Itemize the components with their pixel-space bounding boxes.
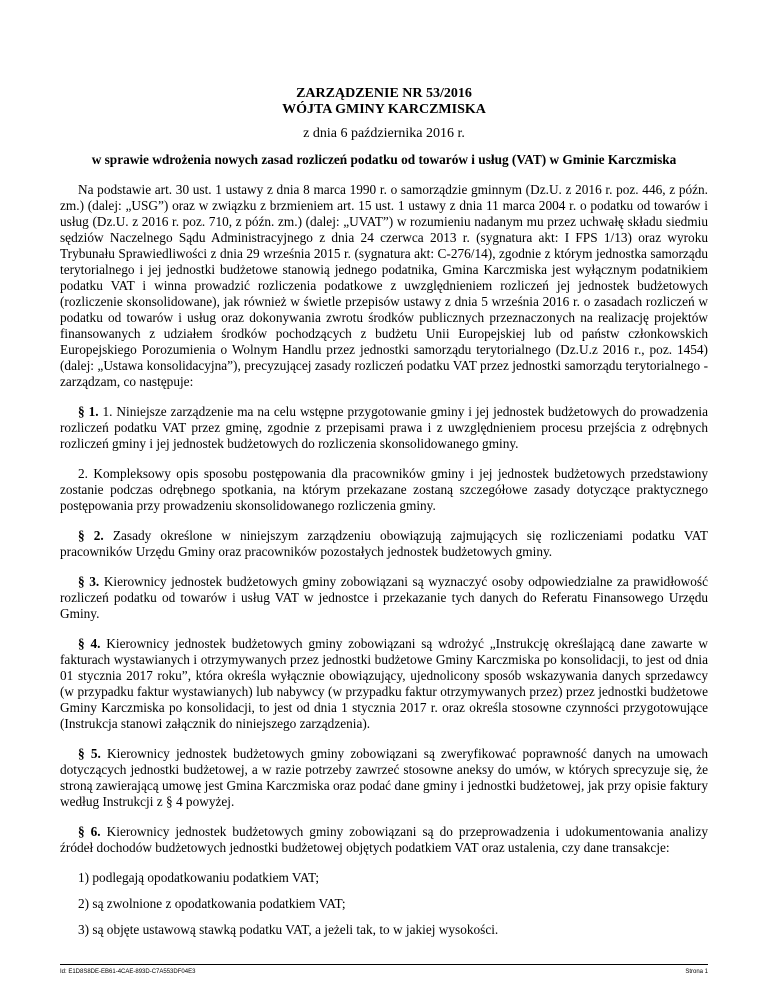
- list-item: 3) są objęte ustawową stawką podatku VAT, a jeżeli tak, to w jakiej wysokości.: [78, 922, 499, 937]
- section-paragraph: [60, 746, 708, 810]
- section-text: Zasady określone w niniejszym zarządzeniu obowiązują zajmujących się rozliczeniami podatku VAT pracowników Urzędu Gminy oraz pracowników pozostałych jednostek budżetowych gminy.: [60, 528, 708, 559]
- section-paragraph: [60, 574, 708, 622]
- section-mark: § 1.: [78, 404, 99, 419]
- section-paragraph: [60, 466, 708, 514]
- list-item: 1) podlegają opodatkowaniu podatkiem VAT;: [78, 870, 320, 885]
- document-title-line-2: WÓJTA GMINY KARCZMISKA: [282, 102, 486, 117]
- document-body: [60, 182, 708, 948]
- section-mark: § 6.: [78, 824, 101, 839]
- section-paragraph: [60, 528, 708, 560]
- section-mark: § 5.: [78, 746, 101, 761]
- section-text: Kierownicy jednostek budżetowych gminy zobowiązani są wyznaczyć osoby odpowiedzialne za prawidłowość rozliczeń podatku od towarów i usług VAT w jednostce i przekazanie tych danych do Referatu Finansowego Urzędu Gminy.: [60, 574, 708, 621]
- document-subject: w sprawie wdrożenia nowych zasad rozliczeń podatku od towarów i usług (VAT) w Gminie Karczmiska: [91, 152, 677, 167]
- section-text: Kierownicy jednostek budżetowych gminy zobowiązani są zweryfikować poprawność danych na umowach dotyczących jednostki budżetowej, a w razie potrzeby zawrzeć stosowne aneksy do umów, w których sprecyzuje się, że stroną zawierającą umowę jest Gmina Karczmiska oraz podać dane gminy i jednostki budżetowej, jak przy opisie faktury według Instrukcji z § 4 powyżej.: [60, 746, 708, 809]
- section-text: 1. Niniejsze zarządzenie ma na celu wstępne przygotowanie gminy i jej jednostek budżetowych do prowadzenia rozliczeń podatku VAT przez gminę, zgodnie z przepisami prawa i z uwzględnieniem procesu przejścia z odrębnych rozliczeń gminy i jej jednostek budżetowych do rozliczenia skonsolidowanego gminy.: [60, 404, 709, 451]
- list-item: 2) są zwolnione z opodatkowania podatkiem VAT;: [78, 896, 346, 911]
- document-date: z dnia 6 października 2016 r.: [303, 126, 465, 141]
- section-paragraph: [60, 404, 708, 452]
- section-mark: § 4.: [78, 636, 101, 651]
- section-text: 2. Kompleksowy opis sposobu postępowania dla pracowników gminy i jej jednostek budżetowych przedstawiony zostanie podczas odrębnego spotkania, na którym przekazane zostaną szczegółowe zasady dotyczące praktycznego postępowania przy prowadzeniu skonsolidowanego rozliczenia gminy.: [60, 466, 708, 513]
- document-id: Id: E1D8S8DE-EB61-4CAE-893D-C7A553DF04E3: [60, 969, 196, 975]
- section-mark: § 2.: [78, 528, 104, 543]
- section-paragraph: [60, 824, 708, 856]
- section-text: Kierownicy jednostek budżetowych gminy zobowiązani są wdrożyć „Instrukcję określającą dane zawarte w fakturach wystawianych i otrzymywanych przez jednostki budżetowe Gminy Karczmiska po konsolidacji, to jest od dnia 01 stycznia 2017 roku”, która określa wyłącznie obowiązujący, ujednolicony sposób wskazywania danych sprzedawcy (w przypadku faktur wystawianych) lub nabywcy (w przypadku faktur otrzymywanych przez) przez jednostki budżetowe Gminy Karczmiska po konsolidacji, to jest od dnia 1 stycznia 2017 r. oraz określa stosowne czynności przygotowujące (Instrukcja stanowi załącznik do niniejszego zarządzenia).: [60, 636, 708, 731]
- section-mark: § 3.: [78, 574, 100, 589]
- document-title-line-1: ZARZĄDZENIE NR 53/2016: [296, 86, 472, 101]
- footer-divider: [60, 964, 708, 965]
- section-text: Kierownicy jednostek budżetowych gminy zobowiązani są do przeprowadzenia i udokumentowania analizy źródeł dochodów budżetowych jednostki budżetowej objętych podatkiem VAT oraz ustalenia, czy dane transakcje:: [60, 824, 708, 855]
- section-paragraph: [60, 636, 708, 732]
- preamble-paragraph: Na podstawie art. 30 ust. 1 ustawy z dnia 8 marca 1990 r. o samorządzie gminnym (Dz.U. z 2016 r. poz. 446, z późn. zm.) (dalej: „USG”) oraz w związku z brzmieniem art. 15 ust. 1 ustawy z dnia 11 marca 2004 r. o podatku od towarów i usług (Dz.U. z 2016 r. poz. 710, z późn. zm.) (dalej: „UVAT”) w rozumieniu nadanym mu przez uchwałę składu siedmiu sędziów Naczelnego Sądu Administracyjnego z dnia 24 czerwca 2013 r. (sygnatura akt: I FPS 1/13) oraz wyroku Trybunału Sprawiedliwości z dnia 29 września 2015 r. (sygnatura akt: C-276/14), zgodnie z którym jednostka samorządu terytorialnego i jej jednostki budżetowe stanowią jednego podatnika, Gmina Karczmiska jest wyłącznym podatnikiem podatku VAT i winna prowadzić rozliczenia podatkowe z uwzględnieniem rozliczeń jej jednostek budżetowych (rozliczenie skonsolidowane), jak również w świetle przepisów ustawy z dnia 5 września 2016 r. o zasadach rozliczeń w podatku od towarów i usług oraz dokonywania zwrotu środków publicznych przeznaczonych na realizację projektów finansowanych z udziałem środków pochodzących z budżetu Unii Europejskiej lub od państw członkowskich Europejskiego Porozumienia o Wolnym Handlu przez jednostki samorządu terytorialnego (Dz.U.z 2016 r., poz. 1454) (dalej: „Ustawa konsolidacyjna”), precyzującej zasady rozliczeń podatku VAT przez jednostki samorządu terytorialnego - zarządzam, co następuje:: [60, 182, 708, 389]
- page-number: Strona 1: [685, 969, 708, 975]
